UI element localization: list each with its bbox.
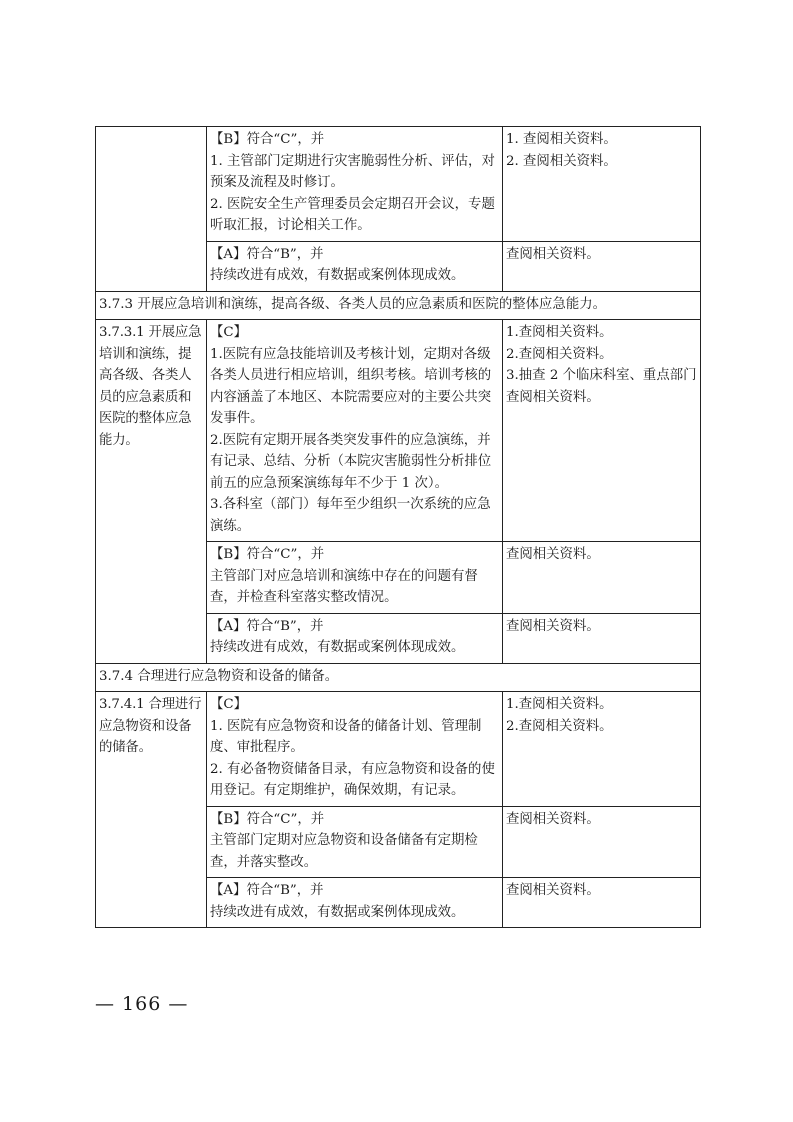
table-row bbox=[96, 692, 701, 807]
section-row bbox=[96, 663, 701, 692]
check-cell bbox=[503, 127, 701, 242]
grade-label: 【C】 bbox=[210, 697, 248, 712]
section-heading: 3.7.3 开展应急培训和演练，提高各级、各类人员的应急素质和医院的整体应急能力。 bbox=[96, 291, 701, 320]
check-text: 查阅相关资料。 bbox=[506, 883, 600, 898]
criteria-text: 持续改进有成效，有数据或案例体现成效。 bbox=[210, 904, 465, 920]
criteria-text: 2. 医院安全生产管理委员会定期召开会议，专题听取汇报，讨论相关工作。 bbox=[210, 196, 495, 233]
grade-label: 【A】符合“B”，并 bbox=[210, 618, 324, 634]
check-cell bbox=[503, 241, 701, 291]
item-cell: 3.7.4.1 合理进行应急物资和设备的储备。 bbox=[96, 692, 207, 928]
grade-label: 【A】符合“B”，并 bbox=[210, 883, 324, 898]
grade-label: 【C】 bbox=[210, 325, 248, 340]
criteria-text: 3.各科室（部门）每年至少组织一次系统的应急演练。 bbox=[210, 497, 491, 534]
grade-label: 【B】符合“C”，并 bbox=[210, 547, 325, 562]
criteria-cell bbox=[207, 542, 503, 614]
criteria-text: 持续改进有成效，有数据或案例体现成效。 bbox=[210, 268, 465, 283]
standards-table bbox=[95, 126, 701, 928]
grade-label: 【A】符合“B”，并 bbox=[210, 246, 324, 262]
grade-label: 【B】符合“C”，并 bbox=[210, 811, 325, 827]
criteria-cell bbox=[207, 241, 503, 291]
check-cell bbox=[503, 806, 701, 878]
criteria-cell bbox=[207, 806, 503, 878]
check-cell bbox=[503, 692, 701, 807]
check-text: 查阅相关资料。 bbox=[506, 246, 600, 262]
criteria-text: 持续改进有成效，有数据或案例体现成效。 bbox=[210, 640, 465, 655]
check-text: 1.查阅相关资料。 bbox=[506, 697, 613, 712]
check-cell bbox=[503, 542, 701, 614]
table-row bbox=[96, 320, 701, 542]
check-text: 查阅相关资料。 bbox=[506, 618, 600, 634]
criteria-text: 主管部门对应急培训和演练中存在的问题有督查，并检查科室落实整改情况。 bbox=[210, 568, 478, 605]
section-row bbox=[96, 291, 701, 320]
item-cell: 3.7.3.1 开展应急培训和演练，提高各级、各类人员的应急素质和医院的整体应急能力。 bbox=[96, 320, 207, 664]
check-text: 1. 查阅相关资料。 bbox=[506, 132, 617, 147]
criteria-text: 2. 有必备物资储备目录，有应急物资和设备的使用登记。有定期维护，确保效期，有记录。 bbox=[210, 761, 495, 798]
check-cell bbox=[503, 613, 701, 663]
table-row bbox=[96, 127, 701, 242]
check-text: 查阅相关资料。 bbox=[506, 811, 600, 827]
criteria-text: 1. 医院有应急物资和设备的储备计划、管理制度、审批程序。 bbox=[210, 718, 482, 755]
check-text: 查阅相关资料。 bbox=[506, 547, 600, 562]
criteria-cell bbox=[207, 613, 503, 663]
criteria-text: 1. 主管部门定期进行灾害脆弱性分析、评估，对预案及流程及时修订。 bbox=[210, 153, 495, 190]
grade-label: 【B】符合“C”，并 bbox=[210, 132, 325, 147]
criteria-text: 主管部门定期对应急物资和设备储备有定期检查，并落实整改。 bbox=[210, 833, 478, 870]
check-text: 2. 查阅相关资料。 bbox=[506, 153, 617, 169]
check-text: 2.查阅相关资料。 bbox=[506, 718, 613, 734]
page-number: — 166 — bbox=[95, 993, 189, 1015]
criteria-cell bbox=[207, 692, 503, 807]
section-heading: 3.7.4 合理进行应急物资和设备的储备。 bbox=[96, 663, 701, 692]
criteria-cell bbox=[207, 320, 503, 542]
check-text: 3.抽查 2 个临床科室、重点部门查阅相关资料。 bbox=[506, 368, 697, 405]
check-cell bbox=[503, 320, 701, 542]
check-text: 1.查阅相关资料。 bbox=[506, 325, 613, 340]
criteria-cell bbox=[207, 127, 503, 242]
criteria-cell bbox=[207, 878, 503, 928]
item-cell bbox=[96, 127, 207, 292]
criteria-text: 1.医院有应急技能培训及考核计划，定期对各级各类人员进行相应培训，组织考核。培训考核的内容涵盖了本地区、本院需要应对的主要公共突发事件。 bbox=[210, 346, 492, 426]
check-cell bbox=[503, 878, 701, 928]
criteria-text: 2.医院有定期开展各类突发事件的应急演练，并有记录、总结、分析（本院灾害脆弱性分析排位前五的应急预案演练每年不少于 1 次）。 bbox=[210, 432, 492, 491]
check-text: 2.查阅相关资料。 bbox=[506, 346, 613, 362]
